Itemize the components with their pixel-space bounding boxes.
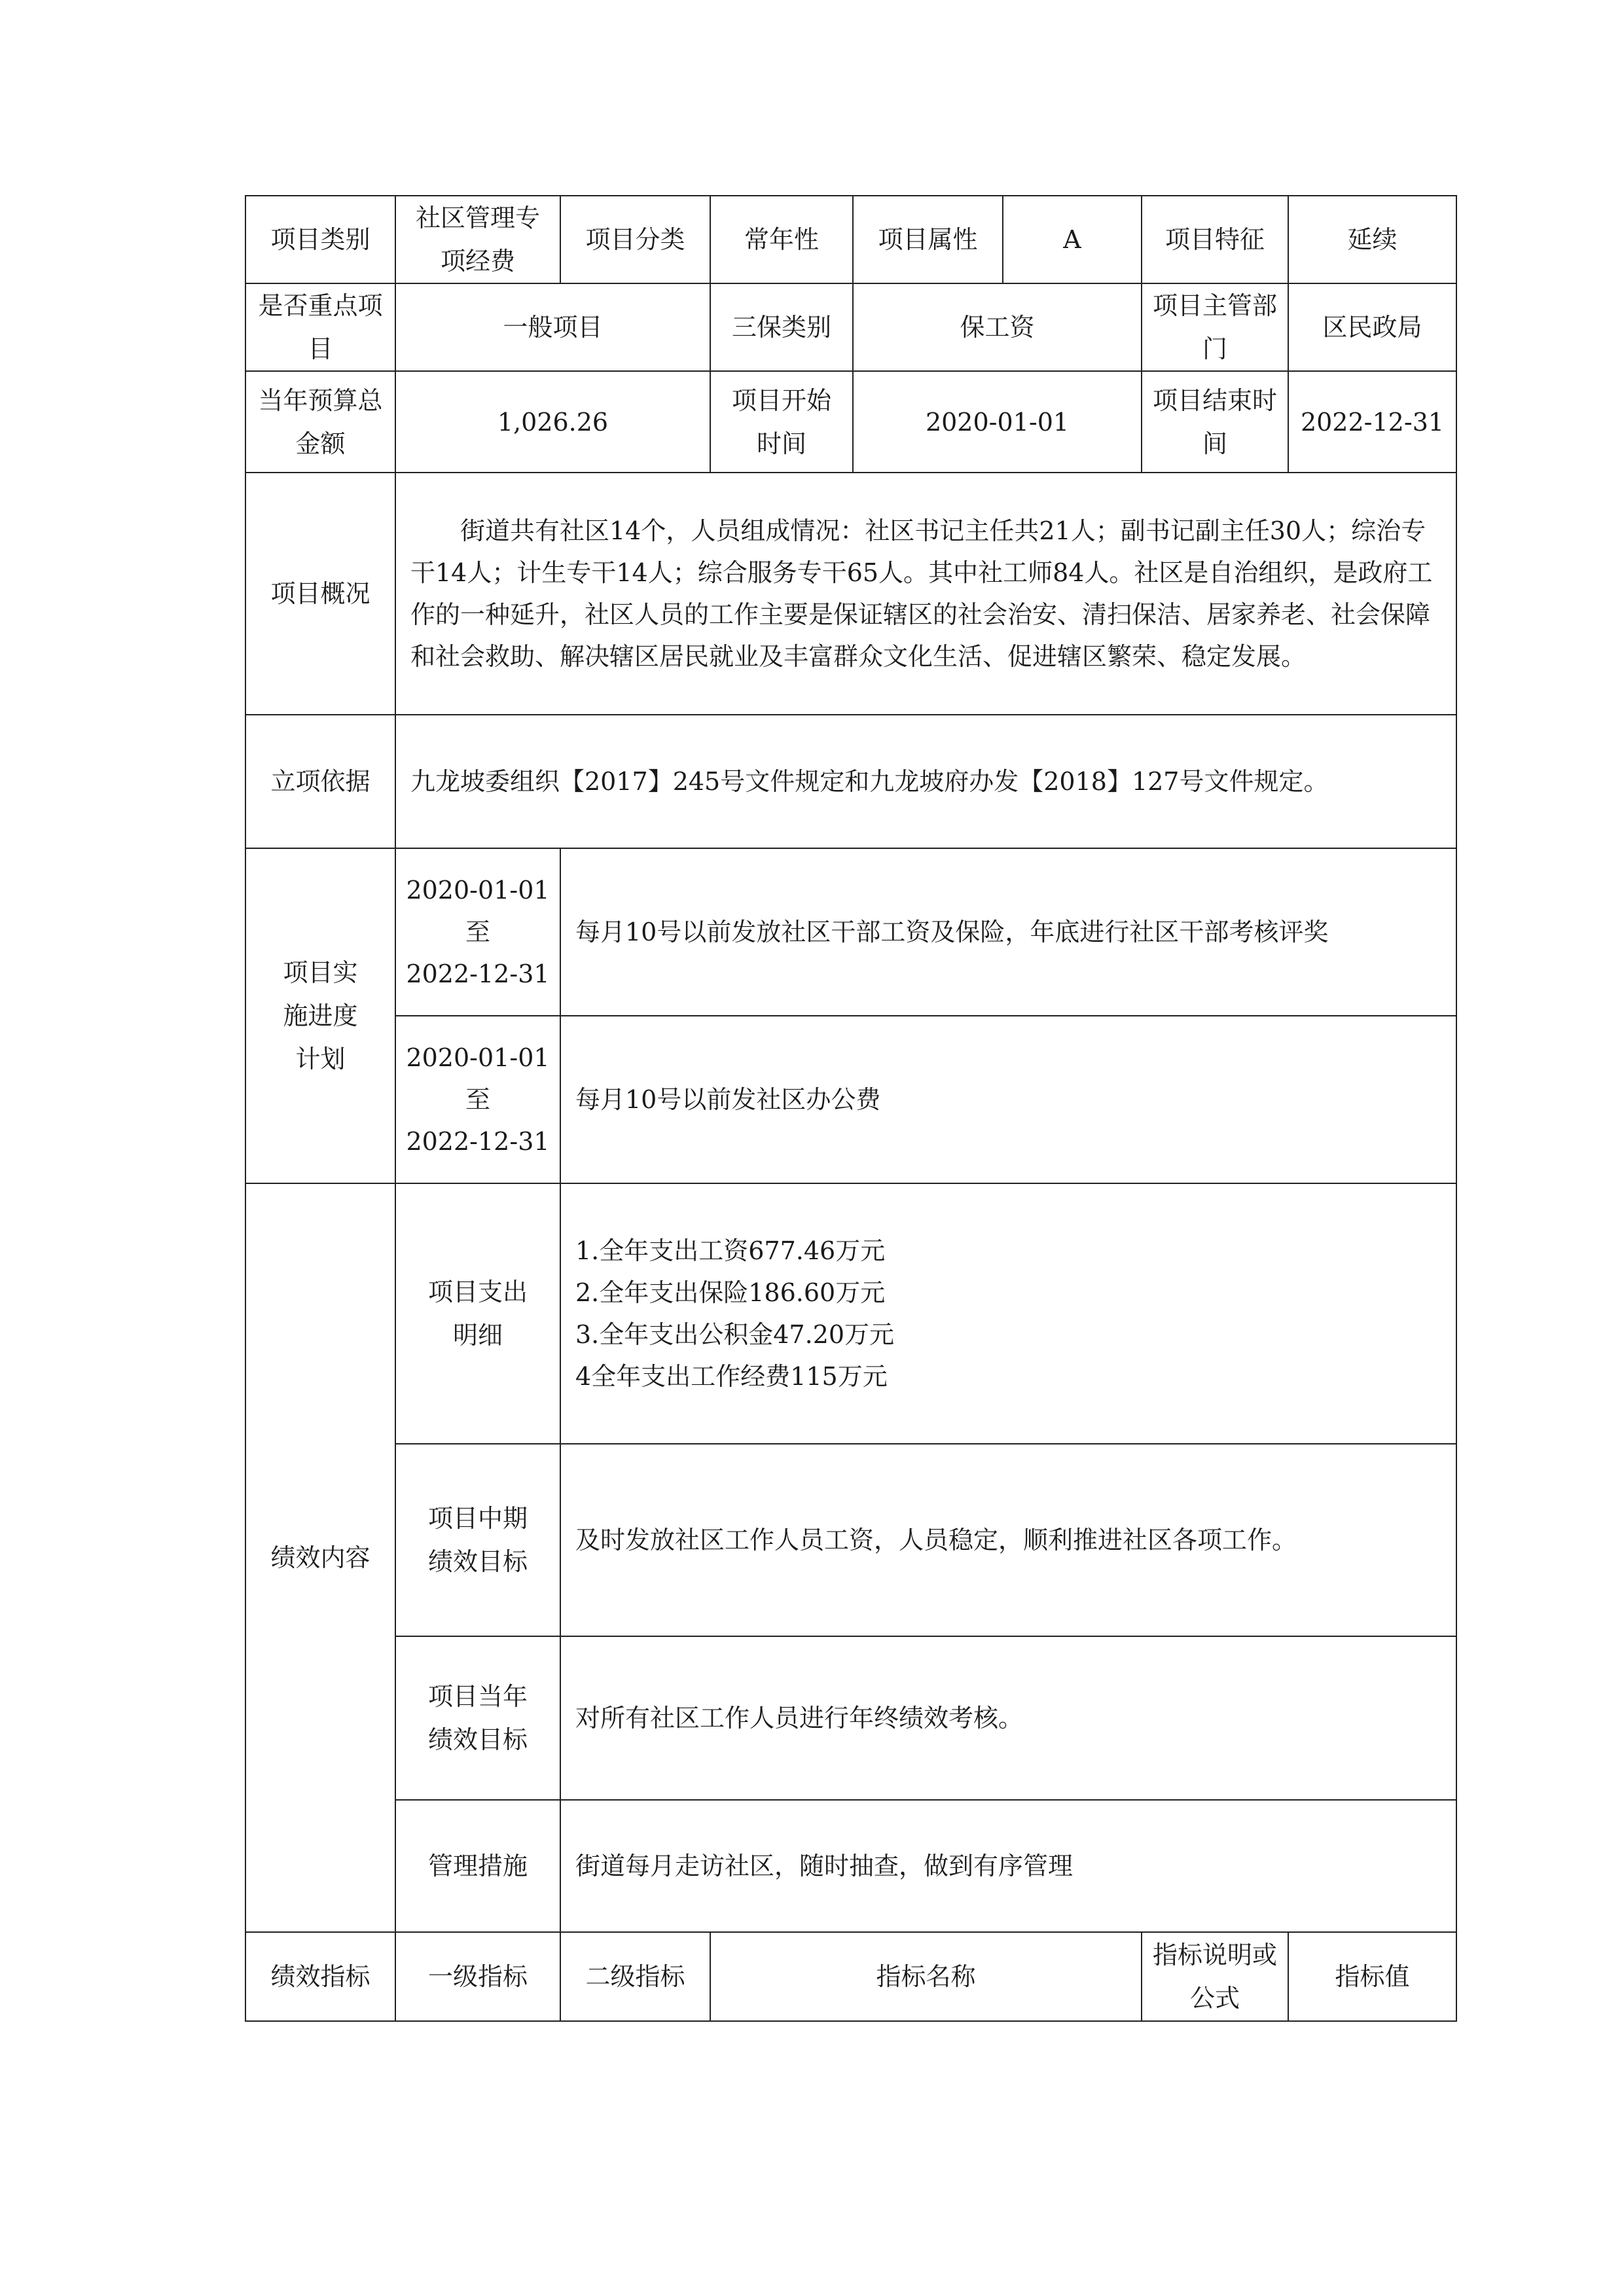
project-attr-label: 项目属性 — [853, 196, 1003, 283]
row-budget — [245, 371, 1456, 473]
schedule-content: 每月10号以前发社区办公费 — [560, 1016, 1456, 1183]
indicator-label: 绩效指标 — [245, 1932, 395, 2021]
mid-goal-text: 及时发放社区工作人员工资，人员稳定，顺利推进社区各项工作。 — [560, 1444, 1456, 1636]
expense-line: 1.全年支出工资677.46万元 — [575, 1236, 886, 1265]
performance-label: 绩效内容 — [245, 1183, 395, 1932]
schedule-start: 2020-01-01 — [406, 876, 550, 905]
schedule-start: 2020-01-01 — [406, 1043, 550, 1072]
row-year-goal — [245, 1636, 1456, 1800]
key-project-label: 是否重点项目 — [245, 283, 395, 371]
schedule-end: 2022-12-31 — [406, 960, 550, 988]
sanbao-value: 保工资 — [853, 283, 1142, 371]
level2-header: 二级指标 — [560, 1932, 710, 2021]
expense-line: 3.全年支出公积金47.20万元 — [575, 1320, 895, 1349]
basis-label: 立项依据 — [245, 715, 395, 848]
sanbao-label: 三保类别 — [710, 283, 853, 371]
schedule-to: 至 — [465, 918, 490, 946]
row-measures — [245, 1800, 1456, 1932]
row-category — [245, 196, 1456, 283]
dept-value: 区民政局 — [1288, 283, 1456, 371]
budget-label: 当年预算总金额 — [245, 371, 395, 473]
year-goal-label: 项目当年绩效目标 — [395, 1636, 560, 1800]
indicator-desc-header: 指标说明或公式 — [1142, 1932, 1288, 2021]
overview-text: 街道共有社区14个，人员组成情况：社区书记主任共21人；副书记副主任30人；综治专干14人；计生专干14人；综合服务专干65人。其中社工师84人。社区是自治组织，是政府工作的一种延升，社区人员的工作主要是保证辖区的社会治安、清扫保洁、居家养老、社会保障和社会救助、解决辖区居民就业及丰富群众文化生活、促进辖区繁荣、稳定发展。 — [395, 473, 1456, 715]
project-category-value: 社区管理专项经费 — [395, 196, 560, 283]
indicator-name-header: 指标名称 — [710, 1932, 1142, 2021]
row-mid-goal — [245, 1444, 1456, 1636]
schedule-to: 至 — [465, 1085, 490, 1114]
project-category-label: 项目类别 — [245, 196, 395, 283]
schedule-period — [395, 1016, 560, 1183]
schedule-row — [245, 1016, 1456, 1183]
project-attr-value: A — [1003, 196, 1142, 283]
year-goal-text: 对所有社区工作人员进行年终绩效考核。 — [560, 1636, 1456, 1800]
expense-detail — [560, 1183, 1456, 1444]
measures-text: 街道每月走访社区，随时抽查，做到有序管理 — [560, 1800, 1456, 1932]
schedule-row — [245, 848, 1456, 1016]
project-info-table — [245, 195, 1457, 2022]
row-key-project — [245, 283, 1456, 371]
row-expense — [245, 1183, 1456, 1444]
basis-text: 九龙坡委组织【2017】245号文件规定和九龙坡府办发【2018】127号文件规定。 — [395, 715, 1456, 848]
row-overview — [245, 473, 1456, 715]
level1-header: 一级指标 — [395, 1932, 560, 2021]
row-basis — [245, 715, 1456, 848]
start-time-value: 2020-01-01 — [853, 371, 1142, 473]
measures-label: 管理措施 — [395, 1800, 560, 1932]
row-indicator-header — [245, 1932, 1456, 2021]
dept-label: 项目主管部门 — [1142, 283, 1288, 371]
mid-goal-label: 项目中期绩效目标 — [395, 1444, 560, 1636]
budget-value: 1,026.26 — [395, 371, 710, 473]
project-class-value: 常年性 — [710, 196, 853, 283]
schedule-period — [395, 848, 560, 1016]
project-feature-value: 延续 — [1288, 196, 1456, 283]
indicator-value-header: 指标值 — [1288, 1932, 1456, 2021]
overview-label: 项目概况 — [245, 473, 395, 715]
schedule-end: 2022-12-31 — [406, 1127, 550, 1156]
expense-line: 2.全年支出保险186.60万元 — [575, 1278, 886, 1307]
start-time-label: 项目开始时间 — [710, 371, 853, 473]
expense-line: 4全年支出工作经费115万元 — [575, 1362, 888, 1391]
schedule-content: 每月10号以前发放社区干部工资及保险，年底进行社区干部考核评奖 — [560, 848, 1456, 1016]
key-project-value: 一般项目 — [395, 283, 710, 371]
end-time-label: 项目结束时间 — [1142, 371, 1288, 473]
schedule-label: 项目实施进度计划 — [245, 848, 395, 1183]
end-time-value: 2022-12-31 — [1288, 371, 1456, 473]
expense-label: 项目支出明细 — [395, 1183, 560, 1444]
project-feature-label: 项目特征 — [1142, 196, 1288, 283]
project-class-label: 项目分类 — [560, 196, 710, 283]
project-table-page — [245, 195, 1456, 2022]
